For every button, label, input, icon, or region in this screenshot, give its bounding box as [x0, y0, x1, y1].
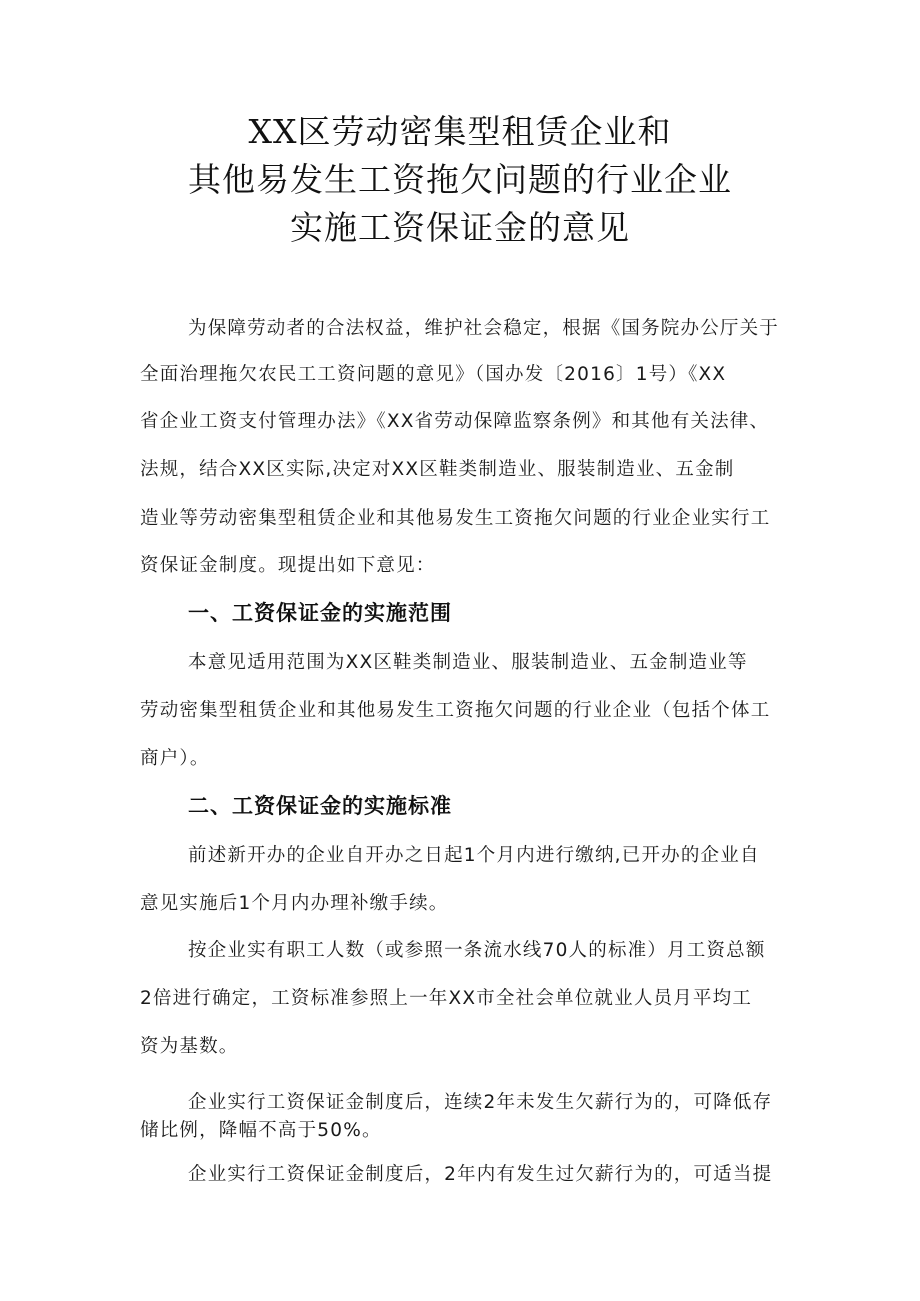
intro-line-1: 为保障劳动者的合法权益，维护社会稳定，根据《国务院办公厅关于	[188, 318, 780, 339]
intro-line-4: 法规，结合XX区实际,决定对XX区鞋类制造业、服装制造业、五金制	[140, 459, 735, 480]
intro-line-5: 造业等劳动密集型租赁企业和其他易发生工资拖欠问题的行业企业实行工	[140, 508, 771, 529]
section-2-para-4-line-1: 企业实行工资保证金制度后，2年内有发生过欠薪行为的，可适当提	[188, 1164, 773, 1185]
section-2-para-2-line-3: 资为基数。	[140, 1036, 239, 1057]
intro-line-6: 资保证金制度。现提出如下意见：	[140, 555, 436, 576]
section-2-para-2-line-1: 按企业实有职工人数（或参照一条流水线70人的标准）月工资总额	[188, 940, 766, 961]
intro-line-2: 全面治理拖欠农民工工资问题的意见》（国办发〔2016〕1号）《XX	[140, 364, 727, 385]
document-title-line-3: 实施工资保证金的意见	[290, 208, 630, 247]
document-title-line-2: 其他易发生工资拖欠问题的行业企业	[188, 160, 732, 199]
section-2-para-3-line-2: 储比例，降幅不高于50%。	[140, 1120, 382, 1141]
section-1-line-3: 商户）。	[140, 748, 210, 769]
section-2-para-1-line-1: 前述新开办的企业自开办之日起1个月内进行缴纳,已开办的企业自	[188, 845, 760, 866]
section-2-para-3-line-1: 企业实行工资保证金制度后，连续2年未发生欠薪行为的，可降低存	[188, 1092, 773, 1113]
intro-line-3: 省企业工资支付管理办法》《XX省劳动保障监察条例》和其他有关法律、	[140, 411, 770, 432]
section-2-para-2-line-2: 2倍进行确定，工资标准参照上一年XX市全社会单位就业人员月平均工	[140, 988, 753, 1009]
section-1-line-2: 劳动密集型租赁企业和其他易发生工资拖欠问题的行业企业（包括个体工	[140, 700, 771, 721]
document-title-line-1: XX区劳动密集型租赁企业和	[248, 112, 672, 151]
section-2-para-1-line-2: 意见实施后1个月内办理补缴手续。	[140, 893, 449, 914]
section-1-line-1: 本意见适用范围为XX区鞋类制造业、服装制造业、五金制造业等	[188, 652, 748, 673]
section-2-heading: 二、工资保证金的实施标准	[188, 794, 452, 818]
section-1-heading: 一、工资保证金的实施范围	[188, 601, 452, 625]
